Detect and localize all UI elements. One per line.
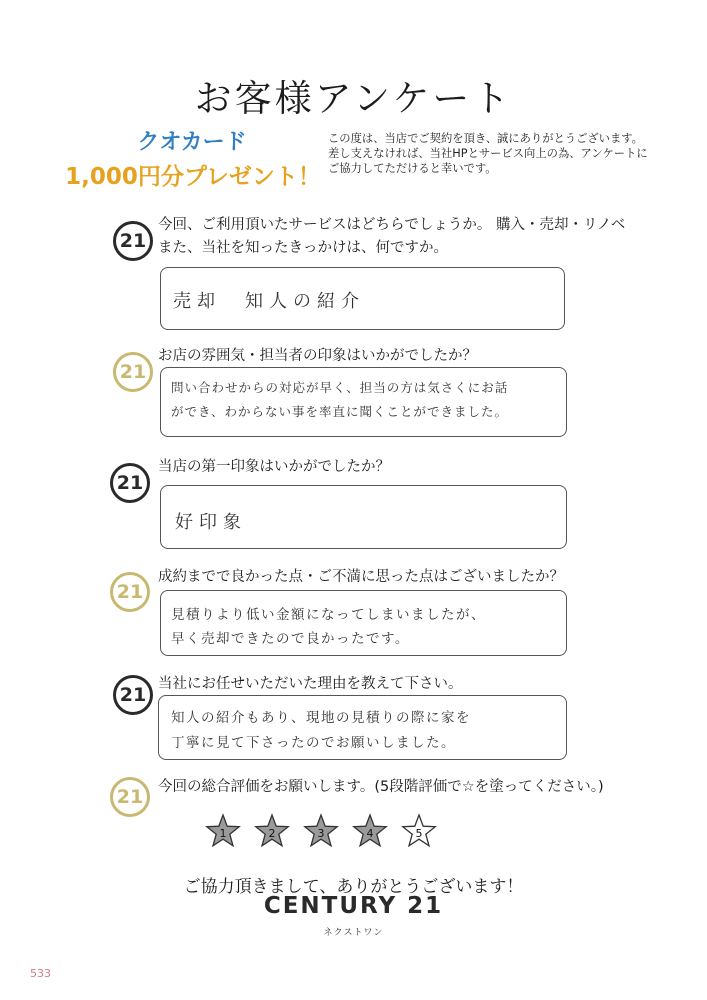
question-2-line-1: お店の雰囲気・担当者の印象はいかがでしたか？	[158, 348, 477, 364]
answer-2-line-1: 問い合わせからの対応が早く、担当の方は気さくにお話	[171, 380, 509, 395]
century21-logo-icon: 21	[110, 572, 150, 612]
answer-box-3[interactable]	[160, 485, 567, 549]
intro-line-1: この度は、当店でご契約を頂き、誠にありがとうございます。	[328, 132, 643, 145]
question-3-line-1: 当店の第一印象はいかがでしたか？	[158, 459, 390, 475]
question-4-line-1: 成約までで良かった点・ご不満に思った点はございましたか？	[158, 569, 564, 585]
page-number: 533	[30, 967, 51, 980]
answer-4-line-1: 見積りより低い金額になってしまいましたが、	[171, 607, 486, 623]
rating-star-label: 1	[219, 827, 227, 840]
intro-line-3: ご協力してただけると幸いです。	[328, 162, 497, 175]
answer-box-4[interactable]	[160, 590, 567, 656]
century21-logo-icon: 21	[113, 675, 153, 715]
answer-2-line-2: ができ、わからない事を率直に聞くことができました。	[171, 404, 509, 419]
intro-line-2: 差し支えなければ、当社HPとサービス向上の為、アンケートに	[328, 147, 648, 160]
page-title: お客様アンケート	[194, 77, 513, 120]
answer-4-line-2: 早く売却できたので良かったです。	[171, 631, 410, 647]
rating-star-label: 3	[317, 827, 325, 840]
answer-3-line-1: 好印象	[175, 512, 247, 533]
answer-5-line-1: 知人の紹介もあり、現地の見積りの際に家を	[171, 710, 471, 726]
answer-box-5[interactable]	[158, 695, 567, 760]
rating-star-label: 2	[268, 827, 276, 840]
promo-quocard: クオカード	[137, 130, 247, 155]
question-5-line-1: 当社にお任せいただいた理由を教えて下さい。	[158, 676, 463, 692]
promo-present: 1,000円分プレゼント！	[65, 164, 321, 190]
answer-1-line-1: 売却 知人の紹介	[173, 291, 365, 312]
answer-box-2[interactable]	[160, 367, 567, 437]
question-1-line-2: また、当社を知ったきっかけは、何ですか。	[158, 240, 448, 256]
answer-5-line-2: 丁寧に見て下さったのでお願いしました。	[171, 735, 456, 751]
intro-text	[328, 131, 648, 176]
brand-subtitle: ネクストワン	[323, 928, 384, 938]
century21-logo-icon: 21	[113, 352, 153, 392]
question-6-line-1: 今回の総合評価をお願いします。(5段階評価で☆を塗ってください。)	[158, 779, 604, 795]
century21-logo-icon: 21	[113, 221, 153, 261]
answer-box-1[interactable]	[160, 267, 565, 330]
century21-logo-icon: 21	[110, 777, 150, 817]
brand-logo: CENTURY 21	[263, 893, 444, 919]
rating-star-label: 4	[366, 827, 374, 840]
century21-logo-icon: 21	[110, 463, 150, 503]
thank-you-message: ご協力頂きまして、ありがとうございます！	[183, 877, 524, 897]
rating-star-label: 5	[415, 827, 423, 840]
rating-stars[interactable]	[203, 813, 443, 851]
question-1-line-1: 今回、ご利用頂いたサービスはどちらでしょうか。 購入・売却・リノベ	[158, 217, 626, 233]
